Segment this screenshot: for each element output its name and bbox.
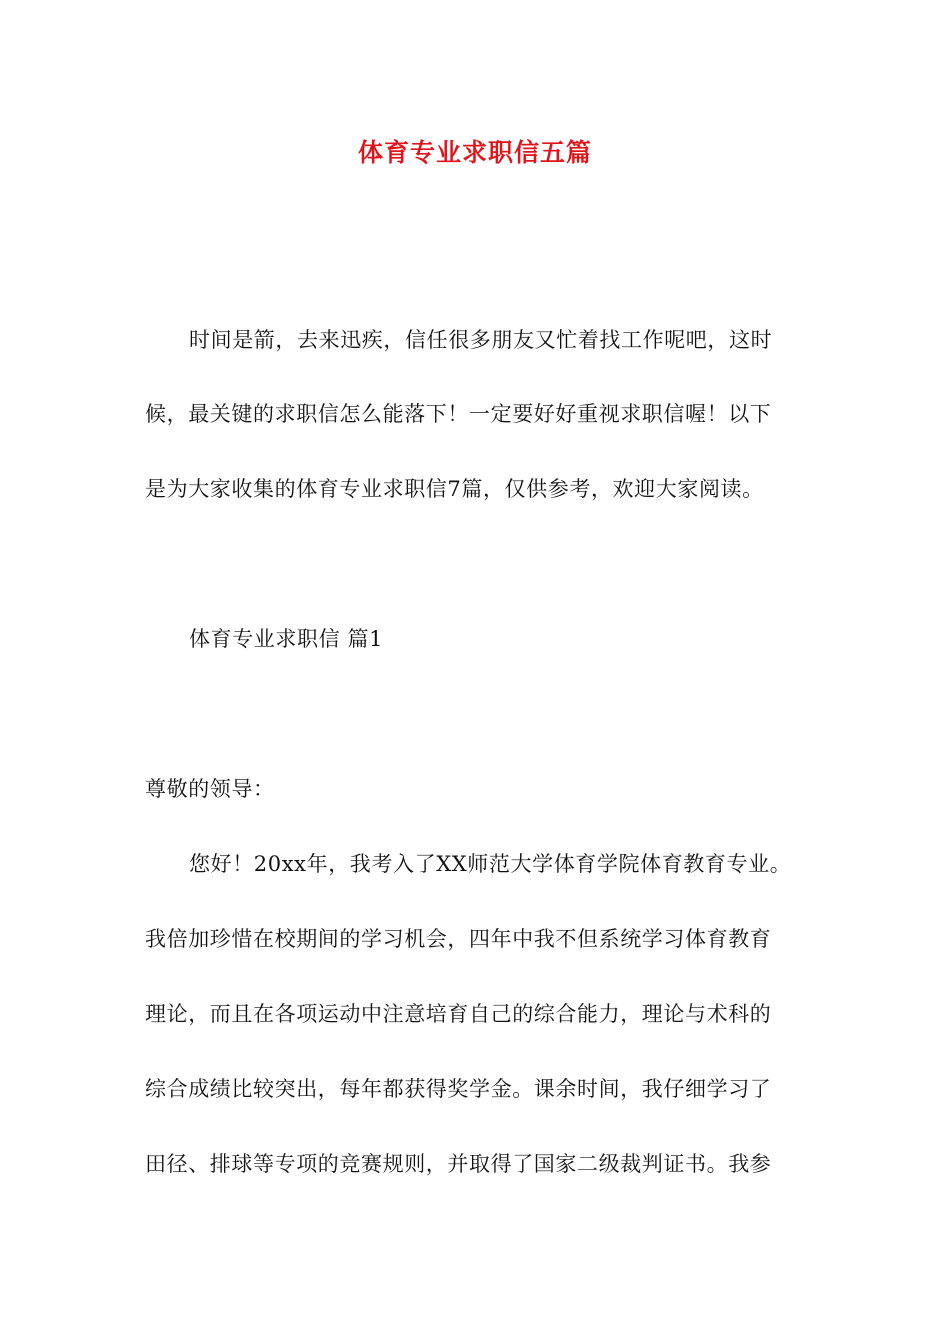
intro-line: 候，最关键的求职信怎么能落下！一定要好好重视求职信喔！以下 xyxy=(145,402,772,426)
body-line: 综合成绩比较突出，每年都获得奖学金。课余时间，我仔细学习了 xyxy=(145,1077,772,1101)
salutation: 尊敬的领导： xyxy=(145,777,275,801)
body-line: 您好！20xx年，我考入了XX师范大学体育学院体育教育专业。 xyxy=(189,852,792,876)
body-line: 理论，而且在各项运动中注意培育自己的综合能力，理论与术科的 xyxy=(145,1002,772,1026)
body-line: 田径、排球等专项的竞赛规则，并取得了国家二级裁判证书。我参 xyxy=(145,1152,772,1176)
intro-line: 是为大家收集的体育专业求职信7篇，仅供参考，欢迎大家阅读。 xyxy=(145,477,764,501)
document-title: 体育专业求职信五篇 xyxy=(357,138,592,167)
section-heading: 体育专业求职信 篇1 xyxy=(189,627,384,651)
intro-line: 时间是箭，去来迅疾，信任很多朋友又忙着找工作呢吧，这时 xyxy=(189,328,773,352)
body-line: 我倍加珍惜在校期间的学习机会，四年中我不但系统学习体育教育 xyxy=(145,927,772,951)
